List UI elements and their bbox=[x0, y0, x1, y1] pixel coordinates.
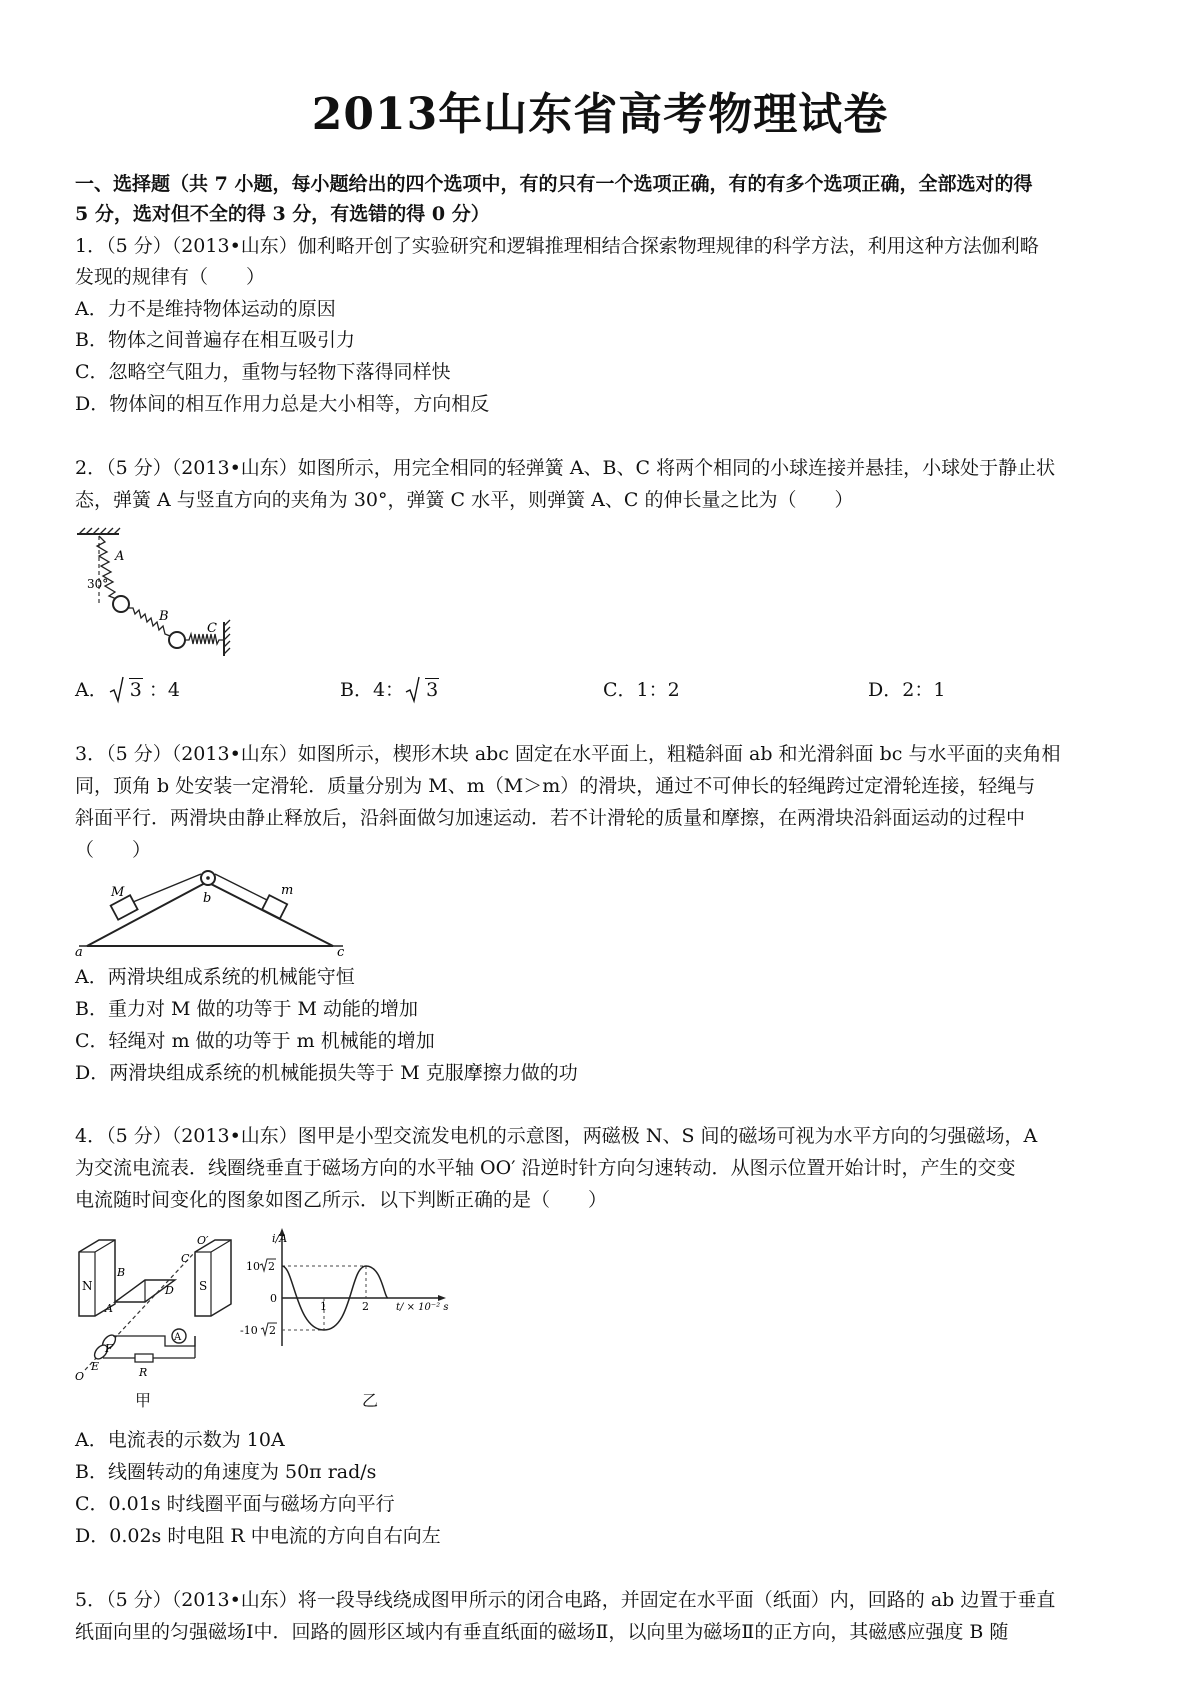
q4-option-d: D．0.02s 时电阻 R 中电流的方向自右向左 bbox=[75, 1525, 441, 1547]
q3-label-m: m bbox=[281, 883, 294, 898]
q3-option-b: B．重力对 M 做的功等于 M 动能的增加 bbox=[75, 998, 419, 1020]
q2-option-b: B．4： 3 bbox=[340, 679, 439, 701]
q4-yi-ymax-radicand: 2 bbox=[268, 1260, 275, 1273]
q3-stem-line-3: 斜面平行．两滑块由静止释放后，沿斜面做匀加速运动．若不计滑轮的质量和摩擦，在两滑块沿斜面运动的过程中 bbox=[75, 807, 1026, 829]
q3-label-c: c bbox=[337, 945, 345, 960]
q3-stem-line-1: 3．（5 分）（2013•山东）如图所示，楔形木块 abc 固定在水平面上，粗糙斜面 ab 和光滑斜面 bc 与水平面的夹角相 bbox=[75, 743, 1061, 765]
q1-option-c: C．忽略空气阻力，重物与轻物下落得同样快 bbox=[75, 361, 451, 383]
q2-angle-label: 30° bbox=[87, 577, 109, 591]
q5-stem-line-2: 纸面向里的匀强磁场Ⅰ中．回路的圆形区域内有垂直纸面的磁场Ⅱ，以向里为磁场Ⅱ的正方向，其磁感应强度 B 随 bbox=[75, 1621, 1009, 1643]
q4-yi-ymin-radicand: 2 bbox=[269, 1324, 276, 1337]
q3-label-M: M bbox=[111, 885, 125, 900]
q4-jia-R: R bbox=[139, 1366, 148, 1379]
q4-jia-C: C bbox=[181, 1252, 190, 1265]
q4-option-a: A．电流表的示数为 10A bbox=[75, 1429, 285, 1451]
q4-jia-ammeter: A bbox=[174, 1332, 182, 1343]
q4-stem-line-3: 电流随时间变化的图象如图乙所示．以下判断正确的是（ ） bbox=[75, 1189, 608, 1211]
page-title: 2013年山东省高考物理试卷 bbox=[311, 89, 889, 140]
q4-stem-line-2: 为交流电流表．线圈绕垂直于磁场方向的水平轴 OO′ 沿逆时针方向匀速转动．从图示位置开始计时，产生的交变 bbox=[75, 1157, 1016, 1179]
q4-jia-E: E bbox=[91, 1360, 100, 1373]
q4-jia-F: F bbox=[105, 1342, 113, 1355]
q2-stem-line-2: 态，弹簧 A 与竖直方向的夹角为 30°，弹簧 C 水平，则弹簧 A、C 的伸长量之比为（ ） bbox=[75, 489, 854, 511]
q4-jia-D: D bbox=[165, 1284, 174, 1297]
q3-option-d: D．两滑块组成系统的机械能损失等于 M 克服摩擦力做的功 bbox=[75, 1062, 578, 1084]
section-header-line-2: 5 分，选对但不全的得 3 分，有选错的得 0 分） bbox=[75, 203, 490, 225]
q2-option-d: D．2：1 bbox=[868, 679, 946, 701]
q2-option-b-radicand: 3 bbox=[426, 679, 439, 701]
q4-yi-ymin-prefix: -10 bbox=[240, 1324, 258, 1337]
q4-jia-B: B bbox=[117, 1266, 126, 1279]
q4-jia-O: O bbox=[75, 1370, 85, 1383]
q3-stem-line-4: （ ） bbox=[75, 839, 152, 861]
q2-option-a: A． 3 ：4 bbox=[75, 679, 181, 701]
q1-option-b: B．物体之间普遍存在相互吸引力 bbox=[75, 329, 355, 351]
q4-current-graph bbox=[236, 1226, 486, 1356]
section-header-line-1: 一、选择题（共 7 小题，每小题给出的四个选项中，有的只有一个选项正确，有的有多个选项正确，全部选对的得 bbox=[75, 173, 1033, 195]
q4-yi-tick-2: 2 bbox=[362, 1300, 369, 1313]
q4-yi-ylabel: i/A bbox=[272, 1232, 288, 1245]
q3-option-c: C．轻绳对 m 做的功等于 m 机械能的增加 bbox=[75, 1030, 435, 1052]
q4-jia-O-prime: O′ bbox=[197, 1234, 209, 1247]
q3-wedge-figure bbox=[75, 868, 365, 958]
q4-yi-xlabel: t/ × 10⁻² s bbox=[396, 1302, 449, 1313]
q2-option-c: C．1：2 bbox=[603, 679, 680, 701]
q4-yi-tick-1: 1 bbox=[320, 1300, 327, 1313]
q4-stem-line-1: 4．（5 分）（2013•山东）图甲是小型交流发电机的示意图，两磁极 N、S 间的磁场可视为水平方向的匀强磁场，A bbox=[75, 1125, 1038, 1147]
q4-jia-S: S bbox=[199, 1279, 208, 1293]
q2-stem-line-1: 2．（5 分）（2013•山东）如图所示，用完全相同的轻弹簧 A、B、C 将两个相同的小球连接并悬挂，小球处于静止状 bbox=[75, 457, 1056, 479]
q4-option-c: C．0.01s 时线圈平面与磁场方向平行 bbox=[75, 1493, 395, 1515]
q1-stem-line-2: 发现的规律有（ ） bbox=[75, 266, 266, 288]
q5-stem-line-1: 5．（5 分）（2013•山东）将一段导线绕成图甲所示的闭合电路，并固定在水平面（纸面）内，回路的 ab 边置于垂直 bbox=[75, 1589, 1056, 1611]
q1-option-a: A．力不是维持物体运动的原因 bbox=[75, 298, 336, 320]
q2-label-c: C bbox=[207, 621, 217, 636]
q4-yi-origin: 0 bbox=[270, 1292, 277, 1305]
q3-option-a: A．两滑块组成系统的机械能守恒 bbox=[75, 966, 355, 988]
q4-yi-ymax-prefix: 10 bbox=[246, 1260, 260, 1273]
q2-option-a-radicand: 3 bbox=[129, 679, 142, 701]
q4-jia-N: N bbox=[82, 1279, 93, 1293]
q3-stem-line-2: 同，顶角 b 处安装一定滑轮．质量分别为 M、m（M＞m）的滑块，通过不可伸长的轻绳跨过定滑轮连接，轻绳与 bbox=[75, 775, 1036, 797]
q2-label-b: B bbox=[159, 609, 169, 624]
q4-jia-A-label: A bbox=[105, 1302, 113, 1315]
q3-label-b: b bbox=[203, 891, 212, 906]
q2-label-a: A bbox=[115, 549, 125, 564]
q2-spring-figure bbox=[75, 528, 255, 660]
q4-figure-yi-caption: 乙 bbox=[362, 1391, 379, 1410]
q4-figure-jia-caption: 甲 bbox=[135, 1391, 152, 1410]
q4-option-b: B．线圈转动的角速度为 50π rad/s bbox=[75, 1461, 377, 1483]
q1-stem-line-1: 1．（5 分）（2013•山东）伽利略开创了实验研究和逻辑推理相结合探索物理规律的科学方法，利用这种方法伽利略 bbox=[75, 235, 1039, 257]
q3-label-a: a bbox=[75, 945, 83, 960]
q1-option-d: D．物体间的相互作用力总是大小相等，方向相反 bbox=[75, 393, 490, 415]
